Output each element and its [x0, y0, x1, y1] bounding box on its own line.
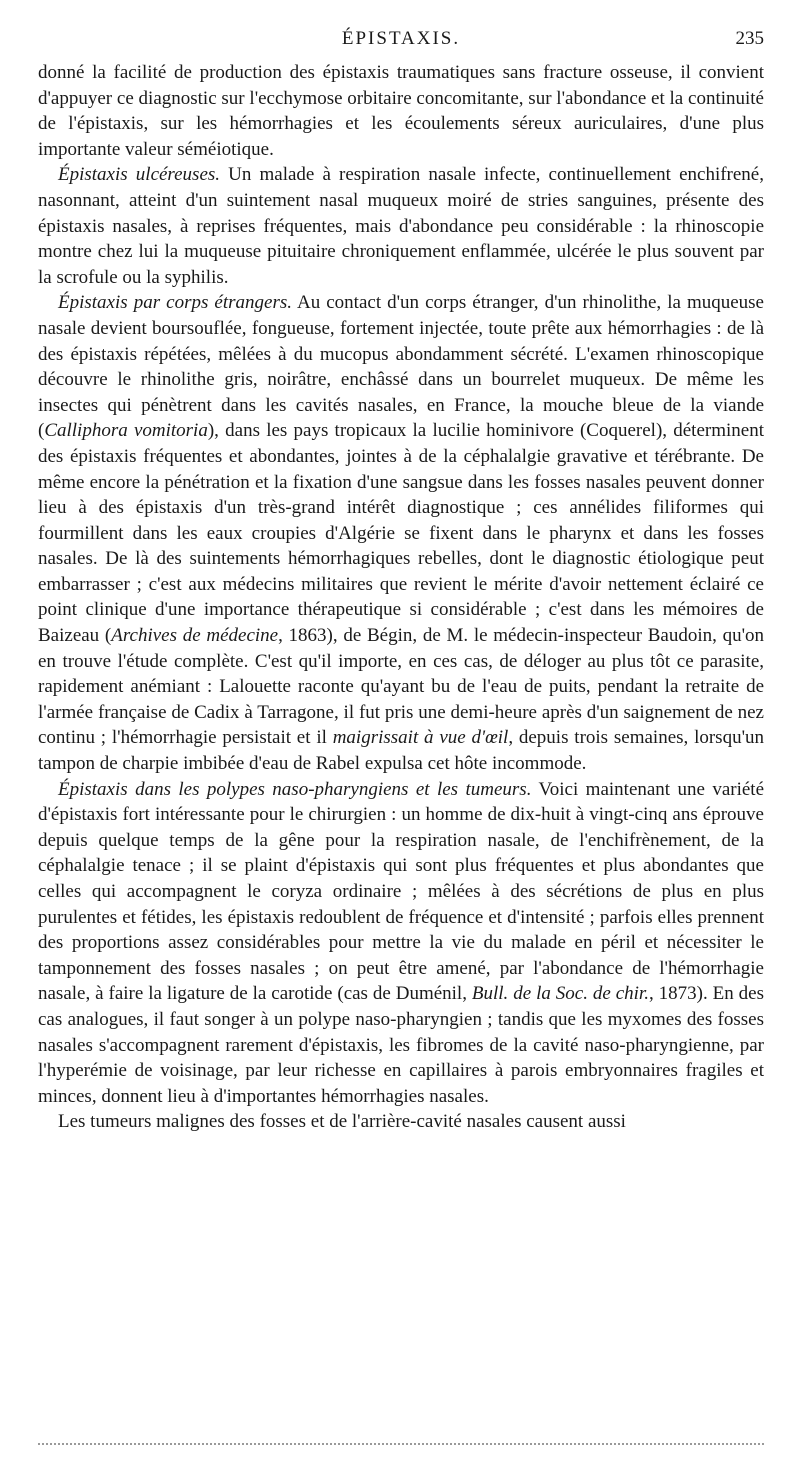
paragraph-text: Un malade à respiration nasale infecte, continuellement enchifrené, nasonnant, atteint d'un suintement nasal muqueux moiré de stries sanguines, présente des épistaxis nasales, à reprises fréquentes, mais d'abondance peu considérable : la rhinoscopie montre chez lui la muqueuse pituitaire chroniquement enflammée, ulcérée le plus souvent par la scrofule ou la syphilis.: [38, 164, 764, 288]
paragraph-text: ), dans les pays tropicaux la lucilie hominivore (Coquerel), déterminent des épistaxis fréquentes et abondantes, jointes à de la céphalalgie gravative et térébrante. De même encore la pénétration et la fixation d'une sangsue dans les fosses nasales peuvent donner lieu à des épistaxis d'un très-grand intérêt diagnostique ; ces annélides filiformes qui fourmillent dans les eaux croupies d'Algérie se fixent dans le pharynx et dans les fosses nasales. De là des suintements hémorrhagiques rebelles, dont le diagnostic étiologique peut embarrasser ; c'est aux médecins militaires que revient le mérite d'avoir nettement éclairé ce point clinique d'une importance thérapeutique si considérable ; c'est dans les mémoires de Baizeau (: [38, 420, 764, 647]
paragraph-ulcerous-epistaxis: [38, 162, 764, 290]
paragraph-foreign-bodies: [38, 290, 764, 776]
running-header: [38, 22, 764, 60]
section-heading: Épistaxis ulcéreuses.: [58, 164, 221, 186]
italic-phrase: maigrissait à vue d'œil: [332, 727, 509, 749]
paragraph-text: Voici maintenant une variété d'épistaxis fort intéressante pour le chirurgien : un homme de dix-huit à vingt-cinq ans éprouve depuis quelque temps de la gêne pour la respiration nasale, de l'enchifrènement, de la céphalalgie tenace ; il se plaint d'épistaxis qui sont plus fréquentes et plus abondantes que celles qui accompagnent le coryza ordinaire ; mêlées à des sécrétions de plus en plus purulentes et fétides, les épistaxis redoublent de fréquence et d'intensité ; parfois elles prennent des proportions assez considérables pour mettre la vie du malade en péril et nécessiter le tamponnement des fosses nasales ; on peut être amené, par l'abondance de l'hémorrhagie nasale, à faire la ligature de la carotide (cas de Duménil,: [38, 778, 765, 1005]
paragraph-text: Les tumeurs malignes des fosses et de l'arrière-cavité nasales causent aussi: [58, 1111, 626, 1133]
paragraph-text: Au contact d'un corps étranger, d'un rhinolithe, la muqueuse nasale devient boursouflée, fongueuse, fortement injectée, toute prête aux hémorrhagies : de là des épistaxis répétées, mêlées à du mucopus abondamment sécrété. L'examen rhinoscopique découvre le rhinolithe gris, noirâtre, enchâssé dans un bourrelet muqueux. De même les insectes qui pénètrent dans les cavités nasales, en France, la mouche bleue de la viande (: [38, 292, 764, 442]
section-heading: Épistaxis par corps étrangers.: [58, 292, 292, 314]
page-number: 235: [735, 28, 764, 49]
body-text: [38, 60, 764, 1135]
paragraph-text: , depuis trois semaines, lorsqu'un tampon de charpie imbibée d'eau de Rabel expulsa cet hôte incommode.: [38, 727, 764, 775]
journal-title: Bull. de la Soc. de chir.: [471, 983, 649, 1005]
document-page: [38, 22, 764, 1135]
footer-dotted-rule: [38, 1443, 764, 1445]
paragraph-malignant-tumors: [38, 1109, 764, 1135]
paragraph-text: , 1873). En des cas analogues, il faut songer à un polype naso-pharyngien ; tandis que les myxomes des fosses nasales s'accompagnent rarement d'épistaxis, les fibromes de la cavité naso-pharyngienne, par l'hyperémie de voisinage, par leur richesse en capillaires à parois embryonnaires fragiles et minces, donnent lieu à d'importantes hémorrhagies nasales.: [38, 983, 764, 1107]
running-title: ÉPISTAXIS.: [341, 28, 461, 49]
section-heading: Épistaxis dans les polypes naso-pharyngiens et les tumeurs.: [58, 778, 532, 800]
journal-title: Archives de médecine: [111, 625, 279, 647]
species-name: Calliphora vomitoria: [44, 420, 208, 442]
paragraph-text: , 1863), de Bégin, de M. le médecin-inspecteur Baudoin, qu'on en trouve l'étude complète. C'est qu'il importe, en ces cas, de déloger au plus tôt ce parasite, rapidement anémiant : Lalouette raconte qu'ayant bu de l'eau de puits, pendant la retraite de l'armée française de Cadix à Tarragone, il fut pris une demi-heure après d'un saignement de nez continu ; l'hémorrhagie persistait et il: [38, 625, 764, 749]
paragraph-text: donné la facilité de production des épistaxis traumatiques sans fracture osseuse, il convient d'appuyer ce diagnostic sur l'ecchymose orbitaire concomitante, sur l'abondance et la continuité de l'épistaxis, sur les hémorrhagies et les écoulements séreux auriculaires, d'une plus importante valeur séméiotique.: [38, 62, 764, 160]
paragraph-continuation: [38, 60, 764, 162]
paragraph-polyps-tumors: [38, 777, 764, 1110]
